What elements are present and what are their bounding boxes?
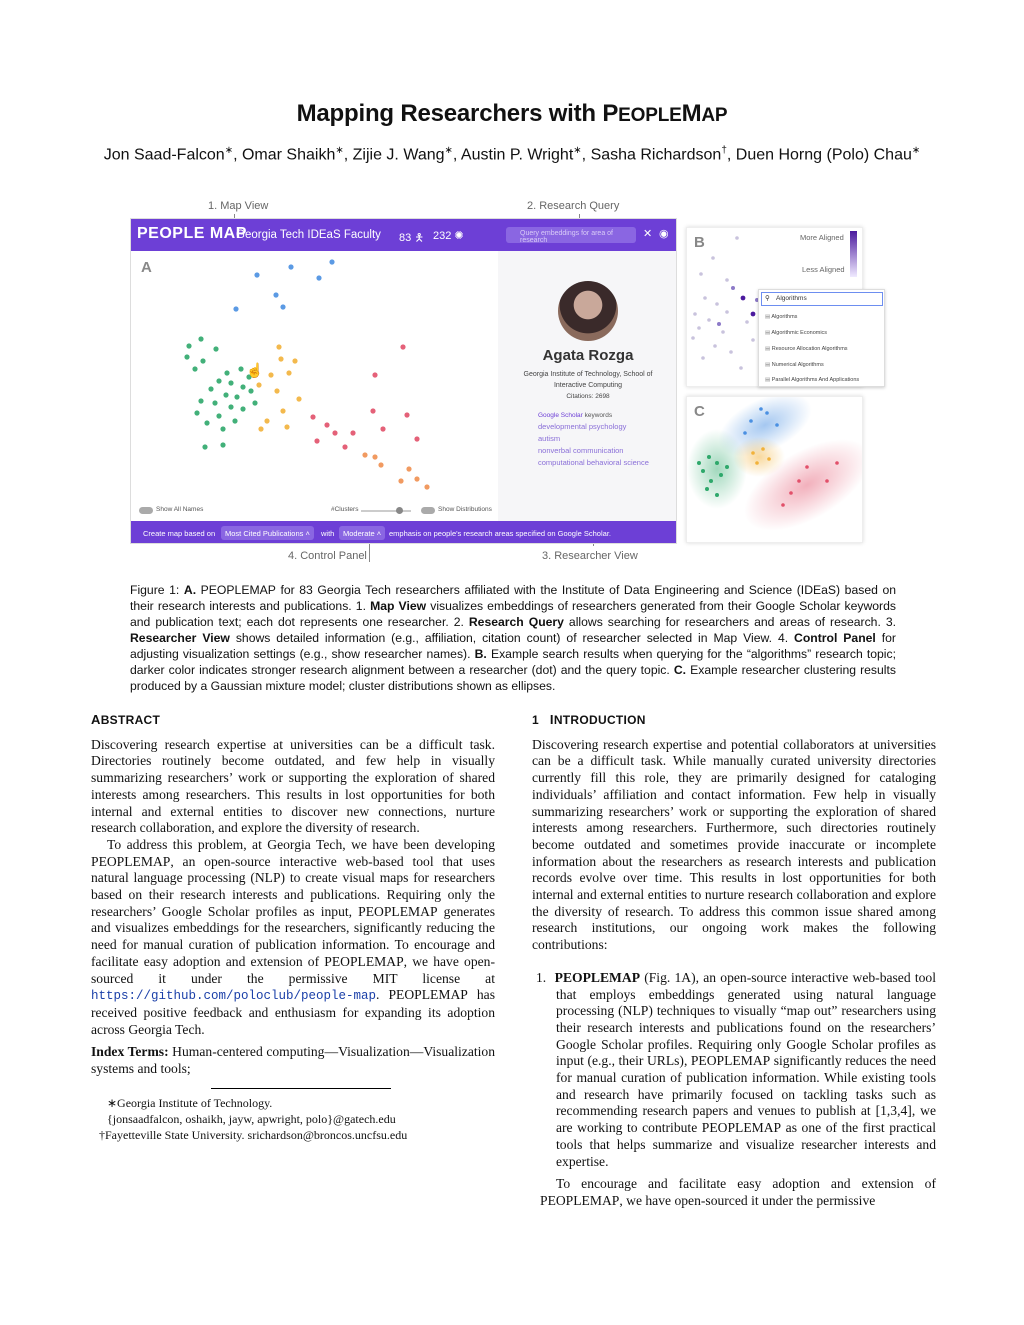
suggestion-item[interactable]: ▤ Algorithms	[765, 314, 797, 320]
clusters-slider-knob[interactable]	[396, 507, 403, 514]
keyword[interactable]: computational behavioral science	[538, 458, 649, 467]
callout-control-panel: 4. Control Panel	[288, 550, 367, 562]
cluster-distributions	[687, 397, 863, 543]
footnote: {jonsaadfalcon, oshaikh, jayw, apwright, polo}@gatech.edu	[107, 1111, 396, 1126]
footnote-rule	[211, 1088, 391, 1089]
show-all-names-label: Show All Names	[156, 506, 204, 513]
less-aligned-label: Less Aligned	[802, 265, 845, 274]
more-aligned-label: More Aligned	[800, 233, 844, 242]
abstract-column	[91, 712, 495, 1143]
suggestion-item[interactable]: ▤ Parallel Algorithms And Applications	[765, 377, 859, 383]
close-icon[interactable]: ✕	[643, 228, 653, 240]
author: Jon Saad-Falcon	[103, 146, 225, 164]
panel-label-b: B	[694, 234, 705, 251]
callout-research-query: 2. Research Query	[527, 200, 620, 212]
suggestion-item[interactable]: ▤ Numerical Algorithms	[765, 362, 824, 368]
control-suffix: emphasis on people's research areas specified on Google Scholar.	[389, 529, 611, 538]
show-distributions-label: Show Distributions	[438, 506, 492, 513]
abstract-paragraph: Discovering research expertise at universities can be a difficult task. Directories routinely become outdated, and few help in visually summarizing researchers’ work or supporting the exploration of shared interests among researchers. This results in lost opportunities for both internal and external entities to discover new connections, nurture research collaboration, and explore the diversity of research.	[91, 736, 495, 836]
intro-heading: 1 INTRODUCTION	[532, 712, 646, 727]
author: Zijie J. Wang	[352, 146, 445, 164]
paper-title: Mapping Researchers with PEOPLEMAP	[296, 100, 728, 127]
search-icon: ⚲	[765, 295, 770, 302]
panel-c	[686, 396, 863, 543]
researcher-count: 83 🯅	[399, 232, 424, 244]
alignment-legend	[850, 231, 857, 277]
author: Omar Shaikh	[241, 146, 336, 164]
app-subtitle[interactable]: Georgia Tech IDEaS Faculty	[236, 229, 381, 241]
cluster-count: 232 ✺	[433, 230, 464, 242]
clusters-label: #Clusters	[331, 506, 359, 513]
cluster-orange	[362, 452, 429, 489]
emphasis-select[interactable]: Moderate ˄	[339, 526, 385, 540]
intro-column	[532, 712, 936, 1210]
avatar	[558, 281, 618, 341]
peoplemap-app	[130, 218, 677, 544]
researcher-view	[498, 251, 677, 521]
intro-paragraph: To encourage and facilitate easy adoption and extension of PEOPLEMAP, we have open-sourced it under the permissive	[540, 1176, 936, 1208]
researcher-affiliation: Georgia Institute of Technology, School of Interactive Computing	[523, 371, 653, 389]
github-link[interactable]: https://github.com/poloclub/people-map	[91, 989, 377, 1004]
gear-icon: ✺	[454, 230, 464, 242]
keyword[interactable]: autism	[538, 434, 561, 443]
figure-caption: Figure 1: A. PEOPLEMAP for 83 Georgia Tech researchers affiliated with the Institute of Data Engineering and Science (IDEaS) based on their research interests and publications. 1. Map View visualizes embeddings of researchers generated from their Google Scholar keywords and publication text; each dot represents one researcher. 2. Research Query allows searching for researchers and areas of research. 3. Researcher View shows detailed information (e.g., affiliation, citation count) of researcher selected in Map View. 4. Control Panel for adjusting visualization settings (e.g., show researcher names). B. Example search results when querying for the “algorithms” research topic; darker color indicates stronger research alignment between a researcher (dot) and the query topic. C. Example researcher clustering results produced by a Gaussian mixture model; cluster distributions shown as ellipses.	[130, 583, 897, 693]
keywords-label: Google Scholar keywords	[538, 412, 613, 419]
cursor-icon: ☝	[246, 364, 264, 379]
figure-1	[0, 0, 1024, 570]
query-dropdown	[758, 289, 885, 387]
researcher-citations: Citations: 2698	[566, 393, 610, 400]
control-with: with	[321, 529, 335, 538]
show-all-names-toggle[interactable]	[139, 507, 153, 514]
author: Austin P. Wright	[460, 146, 574, 164]
app-logo: PEOPLE MAP	[137, 225, 247, 242]
cluster-red	[310, 344, 419, 449]
google-scholar-link[interactable]: Google Scholar	[538, 412, 583, 419]
person-icon: 🯅	[414, 232, 424, 244]
author-list: Jon Saad-Falcon∗, Omar Shaikh∗, Zijie J. Wang∗, Austin P. Wright∗, Sasha Richardson†, Duen Horng (Polo) Chau∗	[103, 145, 921, 164]
cluster-yellow	[256, 344, 301, 431]
suggestion-item[interactable]: ▤ Resource Allocation Algorithms	[765, 346, 848, 352]
map-controls	[131, 505, 498, 519]
keyword[interactable]: nonverbal communication	[538, 446, 624, 455]
index-terms: Index Terms: Human-centered computing—Visualization—Visualization systems and tools;	[91, 1044, 496, 1077]
query-input[interactable]: ⚲ Algorithms	[761, 292, 883, 306]
abstract-paragraph: To address this problem, at Georgia Tech, we have been developing PEOPLEMAP, an open-source interactive web-based tool that uses natural language processing (NLP) to create visual maps for researchers based on their research interests and publications. Requiring only the researchers’ Google Scholar profiles as input, PEOPLEMAP generates and visualizes embeddings for the researchers, significantly reducing the need for manual curation of publication information. To encourage and facilitate easy adoption and extension of PEOPLEMAP, we have open-sourced it under the permissive MIT license at https://github.com/poloclub/people-map. PEOPLEMAP has received positive feedback and enthusiasm for expanding its adoption across Georgia Tech.	[91, 836, 495, 1037]
footnote: ∗Georgia Institute of Technology.	[107, 1095, 273, 1110]
cluster-blue	[233, 259, 334, 311]
intro-paragraph: Discovering research expertise and potential collaborators at universities can be a difficult task. While manually curated university directories currently fill this role, they are primarily designed for cataloging individuals’ affiliation and contact information. Few help in visually summarizing researchers’ work or supporting the exploration of shared interests among researchers. Furthermore, such directories routinely become outdated and sometimes provide inaccurate or incomplete information about the researchers as research interests and publication records evolve over time. This results in lost opportunities for both internal and external entities to nurture research collaboration and explore the diversity of research. To address this common issue shared among research institutions, our ongoing work makes the following contributions:	[532, 736, 936, 953]
map-view[interactable]	[131, 251, 498, 521]
callout-researcher-view: 3. Researcher View	[542, 550, 638, 562]
github-icon[interactable]: ◉	[659, 228, 669, 240]
basis-select[interactable]: Most Cited Publications ˄	[221, 526, 314, 540]
cluster-green	[184, 336, 257, 449]
clusters-slider[interactable]	[361, 510, 411, 512]
search-input[interactable]: Query embeddings for area of research	[506, 227, 636, 243]
keyword[interactable]: developmental psychology	[538, 422, 627, 431]
footnote: †Fayetteville State University. srichardson@broncos.uncfsu.edu	[99, 1127, 408, 1142]
abstract-heading: ABSTRACT	[91, 712, 161, 727]
panel-label-c: C	[694, 403, 705, 420]
researcher-scatter[interactable]	[131, 251, 498, 503]
callout-map-view: 1. Map View	[208, 200, 269, 212]
app-header	[131, 219, 677, 251]
author: Duen Horng (Polo) Chau	[735, 146, 912, 164]
panel-label-a: A	[141, 259, 152, 276]
show-distributions-toggle[interactable]	[421, 507, 435, 514]
suggestion-item[interactable]: ▤ Algorithmic Economics	[765, 330, 827, 336]
researcher-name: Agata Rozga	[542, 347, 634, 364]
control-panel	[131, 521, 677, 544]
author: Sasha Richardson	[590, 146, 722, 164]
contribution-item: 1. PEOPLEMAP (Fig. 1A), an open-source interactive web-based tool that employs embeddings generated using natural language processing (NLP) techniques to visually “map out” researchers using their research interests and publications found on the researchers’ Google Scholar profiles. Requiring only Google Scholar profiles as input (e.g., their URLs), PEOPLEMAP significantly reduces the need for manual curation of publication information. While existing tools and research have primarily focused on tackling tasks such as recommending research papers and venues to publish at [1,3,4], we are working to contribute PEOPLEMAP as one of the first practical tools that helps summarize and visualize researcher interests and expertise.	[536, 969, 937, 1169]
control-prefix: Create map based on	[143, 529, 216, 538]
